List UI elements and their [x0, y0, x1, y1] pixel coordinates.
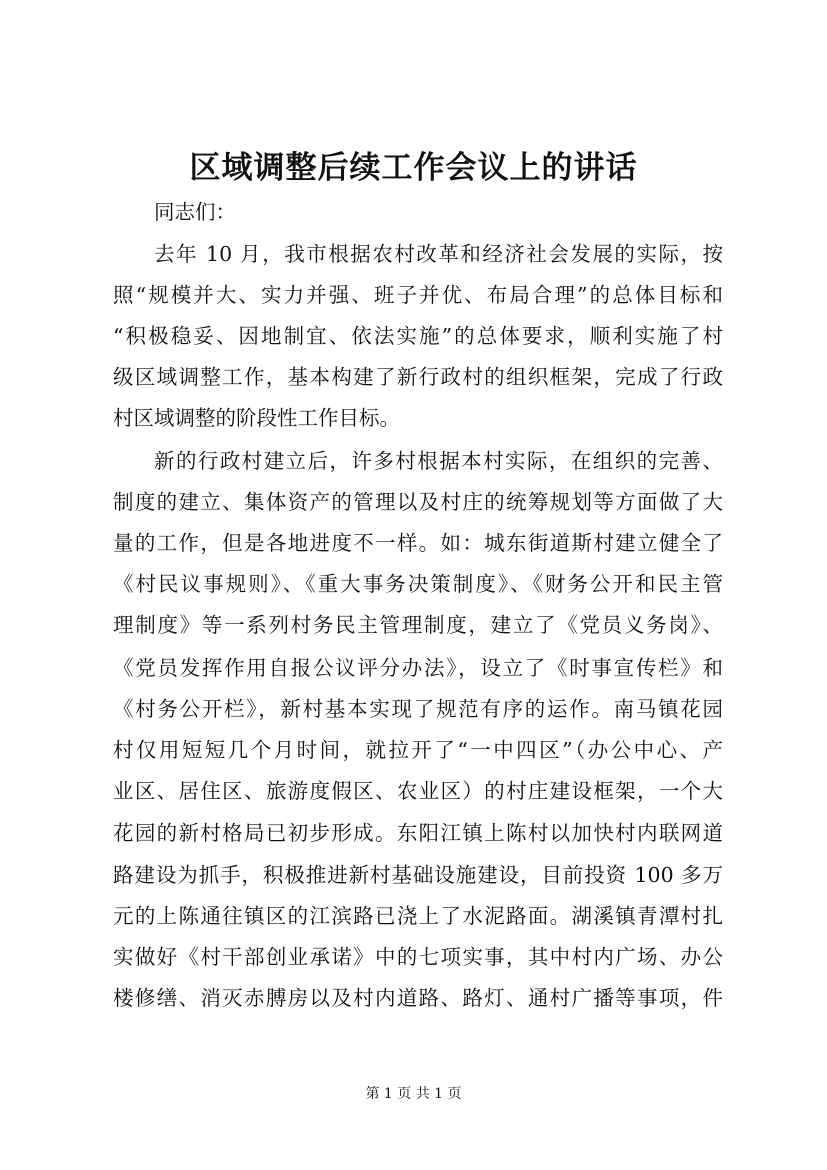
paragraph-line: 级区域调整工作，基本构建了新行政村的组织框架，完成了行政: [113, 365, 723, 389]
paragraph-line: “积极稳妥、因地制宜、依法实施”的总体要求，顺利实施了村: [113, 324, 723, 348]
paragraph-line: 照“规模并大、实力并强、班子并优、布局合理”的总体目标和: [113, 283, 723, 307]
paragraph-line: 去年 10 月，我市根据农村改革和经济社会发展的实际，按: [154, 242, 723, 266]
paragraph-line: 制度的建立、集体资产的管理以及村庄的统筹规划等方面做了大: [113, 490, 723, 514]
paragraph-line: 楼修缮、消灭赤膊房以及村内道路、路灯、通村广播等事项，件: [113, 986, 723, 1010]
paragraph-line: 路建设为抓手，积极推进新村基础设施建设，目前投资 100 多万: [113, 863, 723, 887]
paragraph-line: 《村民议事规则》、《重大事务决策制度》、《财务公开和民主管: [113, 572, 723, 596]
paragraph-line: 理制度》等一系列村务民主管理制度，建立了《党员义务岗》、: [113, 613, 723, 637]
paragraph-line: 元的上陈通往镇区的江滨路已浇上了水泥路面。湖溪镇青潭村扎: [113, 904, 723, 928]
paragraph-line: 花园的新村格局已初步形成。东阳江镇上陈村以加快村内联网道: [113, 821, 723, 845]
paragraph-line: 村区域调整的阶段性工作目标。: [113, 406, 400, 430]
page-number-footer: 第 1 页 共 1 页: [365, 1086, 462, 1102]
paragraph-line: 村仅用短短几个月时间，就拉开了“一中四区”（办公中心、产: [113, 738, 723, 762]
paragraph-line: 《党员发挥作用自报公议评分办法》，设立了《时事宣传栏》和: [113, 656, 723, 680]
paragraph-line: 新的行政村建立后，许多村根据本村实际，在组织的完善、: [154, 449, 723, 473]
paragraph-line: 量的工作，但是各地进度不一样。如：城东街道斯村建立健全了: [113, 531, 723, 555]
paragraph-line: 业区、居住区、旅游度假区、农业区）的村庄建设框架，一个大: [113, 779, 723, 803]
paragraph-line: 《村务公开栏》，新村基本实现了规范有序的运作。南马镇花园: [113, 697, 723, 721]
document-title: 区域调整后续工作会议上的讲话: [189, 150, 638, 186]
paragraph-line: 实做好《村干部创业承诺》中的七项实事，其中村内广场、办公: [113, 945, 723, 969]
salutation: 同志们：: [154, 200, 236, 224]
